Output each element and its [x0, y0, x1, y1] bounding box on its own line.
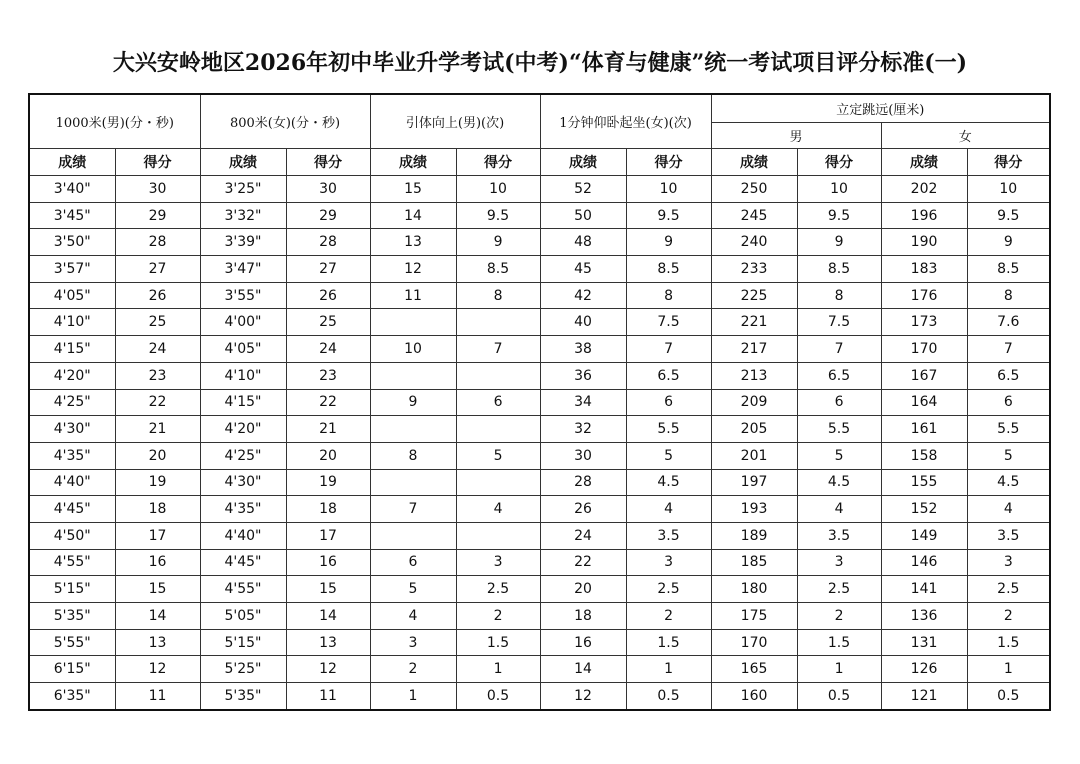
cell-jump-female-result: 136 [881, 603, 967, 630]
cell-run1000-result: 4'15" [29, 336, 115, 363]
cell-pullup-score: 4 [456, 496, 540, 523]
subheader-score: 得分 [286, 149, 370, 176]
cell-run800-score: 20 [286, 442, 370, 469]
cell-jump-female-score: 5 [967, 442, 1050, 469]
cell-pullup-score [456, 362, 540, 389]
cell-pullup-result [370, 362, 456, 389]
cell-run800-result: 4'30" [200, 469, 286, 496]
cell-jump-female-result: 149 [881, 522, 967, 549]
cell-run1000-result: 6'15" [29, 656, 115, 683]
cell-run1000-score: 17 [115, 522, 200, 549]
cell-run800-score: 11 [286, 683, 370, 710]
cell-jump-male-result: 189 [711, 522, 797, 549]
cell-situp-result: 45 [540, 256, 626, 283]
cell-jump-male-result: 160 [711, 683, 797, 710]
cell-pullup-result: 14 [370, 202, 456, 229]
cell-pullup-result [370, 522, 456, 549]
cell-jump-male-score: 5 [797, 442, 881, 469]
header-situp-female: 1分钟仰卧起坐(女)(次) [540, 94, 711, 149]
cell-situp-score: 2.5 [626, 576, 711, 603]
cell-situp-score: 0.5 [626, 683, 711, 710]
cell-pullup-result: 10 [370, 336, 456, 363]
cell-run1000-score: 13 [115, 629, 200, 656]
cell-jump-female-result: 161 [881, 416, 967, 443]
table-row [29, 549, 1050, 576]
cell-situp-score: 6.5 [626, 362, 711, 389]
cell-situp-score: 7 [626, 336, 711, 363]
cell-jump-female-score: 4.5 [967, 469, 1050, 496]
cell-pullup-score: 8 [456, 282, 540, 309]
cell-run1000-result: 4'10" [29, 309, 115, 336]
cell-situp-score: 6 [626, 389, 711, 416]
cell-situp-score: 5.5 [626, 416, 711, 443]
cell-jump-female-score: 2 [967, 603, 1050, 630]
cell-run800-score: 15 [286, 576, 370, 603]
cell-run800-result: 5'35" [200, 683, 286, 710]
cell-pullup-result: 9 [370, 389, 456, 416]
cell-situp-score: 4 [626, 496, 711, 523]
cell-pullup-result: 3 [370, 629, 456, 656]
cell-jump-female-score: 2.5 [967, 576, 1050, 603]
cell-situp-result: 40 [540, 309, 626, 336]
cell-run800-result: 3'25" [200, 176, 286, 203]
table-row [29, 496, 1050, 523]
cell-run800-score: 16 [286, 549, 370, 576]
cell-situp-result: 12 [540, 683, 626, 710]
cell-pullup-score: 1 [456, 656, 540, 683]
cell-run800-result: 4'05" [200, 336, 286, 363]
cell-situp-result: 32 [540, 416, 626, 443]
header-jump-male: 男 [711, 123, 881, 149]
cell-situp-score: 3 [626, 549, 711, 576]
cell-jump-female-result: 173 [881, 309, 967, 336]
cell-run800-score: 29 [286, 202, 370, 229]
cell-jump-male-result: 233 [711, 256, 797, 283]
cell-jump-female-score: 3.5 [967, 522, 1050, 549]
cell-jump-female-result: 196 [881, 202, 967, 229]
subheader-score: 得分 [626, 149, 711, 176]
cell-jump-female-result: 121 [881, 683, 967, 710]
cell-run1000-score: 18 [115, 496, 200, 523]
cell-run800-result: 5'05" [200, 603, 286, 630]
subheader-score: 得分 [115, 149, 200, 176]
cell-run1000-score: 15 [115, 576, 200, 603]
cell-run1000-score: 25 [115, 309, 200, 336]
cell-jump-male-score: 0.5 [797, 683, 881, 710]
cell-pullup-result: 1 [370, 683, 456, 710]
subheader-result: 成绩 [29, 149, 115, 176]
cell-pullup-score: 7 [456, 336, 540, 363]
table-row [29, 469, 1050, 496]
cell-run800-result: 3'32" [200, 202, 286, 229]
cell-jump-male-score: 10 [797, 176, 881, 203]
cell-pullup-score [456, 469, 540, 496]
cell-jump-female-score: 7 [967, 336, 1050, 363]
cell-situp-result: 24 [540, 522, 626, 549]
cell-pullup-score: 9 [456, 229, 540, 256]
table-row [29, 603, 1050, 630]
cell-jump-female-result: 190 [881, 229, 967, 256]
table-row [29, 629, 1050, 656]
cell-run1000-result: 4'25" [29, 389, 115, 416]
cell-jump-male-result: 217 [711, 336, 797, 363]
cell-run800-result: 3'39" [200, 229, 286, 256]
cell-run800-score: 18 [286, 496, 370, 523]
header-1000m-male: 1000米(男)(分・秒) [29, 94, 200, 149]
cell-jump-male-result: 245 [711, 202, 797, 229]
cell-situp-score: 10 [626, 176, 711, 203]
header-standing-jump: 立定跳远(厘米) [711, 94, 1050, 123]
cell-situp-result: 34 [540, 389, 626, 416]
table-row [29, 309, 1050, 336]
cell-situp-score: 9 [626, 229, 711, 256]
subheader-result: 成绩 [881, 149, 967, 176]
table-row [29, 202, 1050, 229]
cell-jump-female-score: 6 [967, 389, 1050, 416]
cell-pullup-result: 5 [370, 576, 456, 603]
cell-jump-female-result: 146 [881, 549, 967, 576]
table-row [29, 176, 1050, 203]
cell-situp-score: 4.5 [626, 469, 711, 496]
cell-jump-male-score: 9.5 [797, 202, 881, 229]
cell-pullup-result: 6 [370, 549, 456, 576]
cell-run1000-result: 5'15" [29, 576, 115, 603]
scoring-table [28, 93, 1051, 711]
cell-jump-female-result: 202 [881, 176, 967, 203]
cell-jump-female-score: 9 [967, 229, 1050, 256]
cell-run1000-score: 21 [115, 416, 200, 443]
cell-pullup-score: 0.5 [456, 683, 540, 710]
table-row [29, 416, 1050, 443]
cell-run1000-score: 28 [115, 229, 200, 256]
cell-situp-score: 3.5 [626, 522, 711, 549]
cell-run1000-score: 20 [115, 442, 200, 469]
cell-jump-female-score: 9.5 [967, 202, 1050, 229]
cell-pullup-result [370, 416, 456, 443]
cell-pullup-score: 8.5 [456, 256, 540, 283]
cell-pullup-score: 1.5 [456, 629, 540, 656]
cell-run1000-result: 3'50" [29, 229, 115, 256]
cell-run800-result: 4'25" [200, 442, 286, 469]
cell-situp-score: 1 [626, 656, 711, 683]
cell-jump-male-result: 185 [711, 549, 797, 576]
cell-pullup-score: 2.5 [456, 576, 540, 603]
header-jump-female: 女 [881, 123, 1050, 149]
cell-situp-result: 14 [540, 656, 626, 683]
cell-situp-result: 26 [540, 496, 626, 523]
table-row [29, 683, 1050, 710]
cell-run1000-result: 3'57" [29, 256, 115, 283]
cell-pullup-score: 5 [456, 442, 540, 469]
cell-run1000-result: 6'35" [29, 683, 115, 710]
cell-jump-female-score: 0.5 [967, 683, 1050, 710]
cell-run1000-score: 29 [115, 202, 200, 229]
cell-jump-male-score: 4.5 [797, 469, 881, 496]
cell-run800-result: 4'40" [200, 522, 286, 549]
cell-run1000-score: 19 [115, 469, 200, 496]
cell-jump-male-result: 180 [711, 576, 797, 603]
cell-pullup-score [456, 309, 540, 336]
cell-jump-male-result: 197 [711, 469, 797, 496]
cell-pullup-result: 2 [370, 656, 456, 683]
cell-jump-male-score: 4 [797, 496, 881, 523]
cell-jump-male-score: 6.5 [797, 362, 881, 389]
cell-run1000-score: 22 [115, 389, 200, 416]
table-row [29, 656, 1050, 683]
cell-pullup-score: 3 [456, 549, 540, 576]
cell-run1000-score: 12 [115, 656, 200, 683]
cell-jump-male-result: 221 [711, 309, 797, 336]
cell-run1000-score: 11 [115, 683, 200, 710]
cell-run1000-score: 24 [115, 336, 200, 363]
cell-pullup-result [370, 469, 456, 496]
cell-run800-result: 4'55" [200, 576, 286, 603]
cell-run1000-score: 16 [115, 549, 200, 576]
cell-run800-score: 17 [286, 522, 370, 549]
cell-pullup-score: 9.5 [456, 202, 540, 229]
cell-run800-score: 12 [286, 656, 370, 683]
cell-run1000-result: 4'35" [29, 442, 115, 469]
subheader-result: 成绩 [540, 149, 626, 176]
cell-jump-male-score: 1.5 [797, 629, 881, 656]
cell-situp-result: 36 [540, 362, 626, 389]
cell-run800-result: 5'25" [200, 656, 286, 683]
cell-pullup-result: 13 [370, 229, 456, 256]
cell-pullup-result: 11 [370, 282, 456, 309]
cell-jump-male-score: 6 [797, 389, 881, 416]
cell-jump-male-result: 225 [711, 282, 797, 309]
cell-situp-score: 2 [626, 603, 711, 630]
table-row [29, 442, 1050, 469]
cell-situp-result: 18 [540, 603, 626, 630]
cell-situp-result: 38 [540, 336, 626, 363]
page-title: 大兴安岭地区2026年初中毕业升学考试(中考)“体育与健康”统一考试项目评分标准(一) [112, 50, 968, 76]
cell-pullup-score: 10 [456, 176, 540, 203]
cell-situp-result: 30 [540, 442, 626, 469]
cell-situp-score: 5 [626, 442, 711, 469]
cell-run800-score: 22 [286, 389, 370, 416]
cell-jump-female-score: 1.5 [967, 629, 1050, 656]
cell-run800-score: 30 [286, 176, 370, 203]
cell-pullup-result: 7 [370, 496, 456, 523]
cell-jump-female-score: 8 [967, 282, 1050, 309]
cell-situp-result: 16 [540, 629, 626, 656]
cell-run800-result: 4'15" [200, 389, 286, 416]
cell-jump-female-result: 176 [881, 282, 967, 309]
cell-run800-score: 14 [286, 603, 370, 630]
cell-jump-male-result: 209 [711, 389, 797, 416]
subheader-score: 得分 [797, 149, 881, 176]
cell-jump-male-result: 213 [711, 362, 797, 389]
cell-run800-score: 28 [286, 229, 370, 256]
cell-situp-result: 22 [540, 549, 626, 576]
cell-situp-score: 8.5 [626, 256, 711, 283]
cell-run800-score: 24 [286, 336, 370, 363]
cell-run800-result: 4'00" [200, 309, 286, 336]
subheader-row [29, 149, 1050, 176]
cell-run1000-result: 5'55" [29, 629, 115, 656]
cell-jump-female-score: 1 [967, 656, 1050, 683]
cell-jump-female-result: 152 [881, 496, 967, 523]
cell-jump-male-result: 205 [711, 416, 797, 443]
cell-situp-score: 8 [626, 282, 711, 309]
cell-run1000-score: 30 [115, 176, 200, 203]
cell-jump-female-result: 131 [881, 629, 967, 656]
cell-jump-male-result: 193 [711, 496, 797, 523]
cell-jump-male-result: 201 [711, 442, 797, 469]
cell-pullup-result: 4 [370, 603, 456, 630]
cell-jump-female-result: 167 [881, 362, 967, 389]
table-row [29, 389, 1050, 416]
cell-run1000-result: 4'50" [29, 522, 115, 549]
header-pullup-male: 引体向上(男)(次) [370, 94, 540, 149]
cell-run1000-score: 27 [115, 256, 200, 283]
table-row [29, 522, 1050, 549]
cell-jump-female-result: 126 [881, 656, 967, 683]
cell-situp-score: 9.5 [626, 202, 711, 229]
table-row [29, 256, 1050, 283]
cell-run1000-result: 3'45" [29, 202, 115, 229]
cell-run800-result: 4'35" [200, 496, 286, 523]
cell-run1000-score: 26 [115, 282, 200, 309]
cell-jump-male-result: 170 [711, 629, 797, 656]
cell-jump-male-score: 7.5 [797, 309, 881, 336]
cell-jump-male-score: 2 [797, 603, 881, 630]
table-row [29, 282, 1050, 309]
cell-jump-male-score: 7 [797, 336, 881, 363]
cell-run800-score: 23 [286, 362, 370, 389]
cell-jump-female-score: 6.5 [967, 362, 1050, 389]
cell-jump-male-score: 1 [797, 656, 881, 683]
cell-situp-score: 1.5 [626, 629, 711, 656]
header-800m-female: 800米(女)(分・秒) [200, 94, 370, 149]
subheader-result: 成绩 [200, 149, 286, 176]
cell-run1000-result: 4'05" [29, 282, 115, 309]
cell-situp-result: 28 [540, 469, 626, 496]
cell-run1000-result: 5'35" [29, 603, 115, 630]
cell-situp-result: 20 [540, 576, 626, 603]
cell-run800-result: 5'15" [200, 629, 286, 656]
cell-run800-score: 21 [286, 416, 370, 443]
cell-run1000-result: 4'40" [29, 469, 115, 496]
cell-jump-male-score: 9 [797, 229, 881, 256]
cell-situp-result: 42 [540, 282, 626, 309]
table-row [29, 229, 1050, 256]
table-body [29, 176, 1050, 710]
cell-run1000-score: 14 [115, 603, 200, 630]
subheader-score: 得分 [967, 149, 1050, 176]
cell-run1000-result: 4'20" [29, 362, 115, 389]
cell-run1000-result: 3'40" [29, 176, 115, 203]
cell-jump-female-result: 155 [881, 469, 967, 496]
cell-run800-result: 4'10" [200, 362, 286, 389]
cell-pullup-score [456, 416, 540, 443]
subheader-score: 得分 [456, 149, 540, 176]
cell-jump-female-result: 183 [881, 256, 967, 283]
cell-run800-score: 19 [286, 469, 370, 496]
cell-jump-male-result: 165 [711, 656, 797, 683]
cell-pullup-result: 12 [370, 256, 456, 283]
cell-run1000-result: 4'45" [29, 496, 115, 523]
cell-situp-result: 52 [540, 176, 626, 203]
cell-jump-female-result: 158 [881, 442, 967, 469]
cell-pullup-result: 8 [370, 442, 456, 469]
cell-jump-male-score: 3.5 [797, 522, 881, 549]
cell-jump-female-score: 8.5 [967, 256, 1050, 283]
cell-jump-female-score: 10 [967, 176, 1050, 203]
cell-pullup-score: 6 [456, 389, 540, 416]
cell-pullup-score: 2 [456, 603, 540, 630]
subheader-result: 成绩 [711, 149, 797, 176]
cell-jump-male-result: 240 [711, 229, 797, 256]
cell-jump-female-result: 170 [881, 336, 967, 363]
cell-jump-female-result: 141 [881, 576, 967, 603]
cell-run800-score: 27 [286, 256, 370, 283]
cell-situp-score: 7.5 [626, 309, 711, 336]
cell-jump-female-result: 164 [881, 389, 967, 416]
cell-jump-female-score: 7.6 [967, 309, 1050, 336]
cell-jump-female-score: 3 [967, 549, 1050, 576]
cell-run800-result: 3'47" [200, 256, 286, 283]
cell-pullup-result: 15 [370, 176, 456, 203]
cell-jump-female-score: 4 [967, 496, 1050, 523]
cell-pullup-score [456, 522, 540, 549]
cell-run800-score: 26 [286, 282, 370, 309]
cell-jump-male-result: 175 [711, 603, 797, 630]
cell-run800-score: 25 [286, 309, 370, 336]
cell-jump-male-score: 5.5 [797, 416, 881, 443]
table-row [29, 576, 1050, 603]
cell-jump-male-score: 8 [797, 282, 881, 309]
cell-run800-result: 3'55" [200, 282, 286, 309]
cell-jump-male-score: 8.5 [797, 256, 881, 283]
cell-pullup-result [370, 309, 456, 336]
cell-run800-result: 4'20" [200, 416, 286, 443]
cell-run1000-result: 4'55" [29, 549, 115, 576]
cell-run800-result: 4'45" [200, 549, 286, 576]
cell-jump-female-score: 5.5 [967, 416, 1050, 443]
subheader-result: 成绩 [370, 149, 456, 176]
table-row [29, 362, 1050, 389]
cell-run1000-score: 23 [115, 362, 200, 389]
cell-run1000-result: 4'30" [29, 416, 115, 443]
cell-situp-result: 50 [540, 202, 626, 229]
cell-jump-male-score: 2.5 [797, 576, 881, 603]
cell-run800-score: 13 [286, 629, 370, 656]
cell-jump-male-result: 250 [711, 176, 797, 203]
cell-situp-result: 48 [540, 229, 626, 256]
table-row [29, 336, 1050, 363]
cell-jump-male-score: 3 [797, 549, 881, 576]
